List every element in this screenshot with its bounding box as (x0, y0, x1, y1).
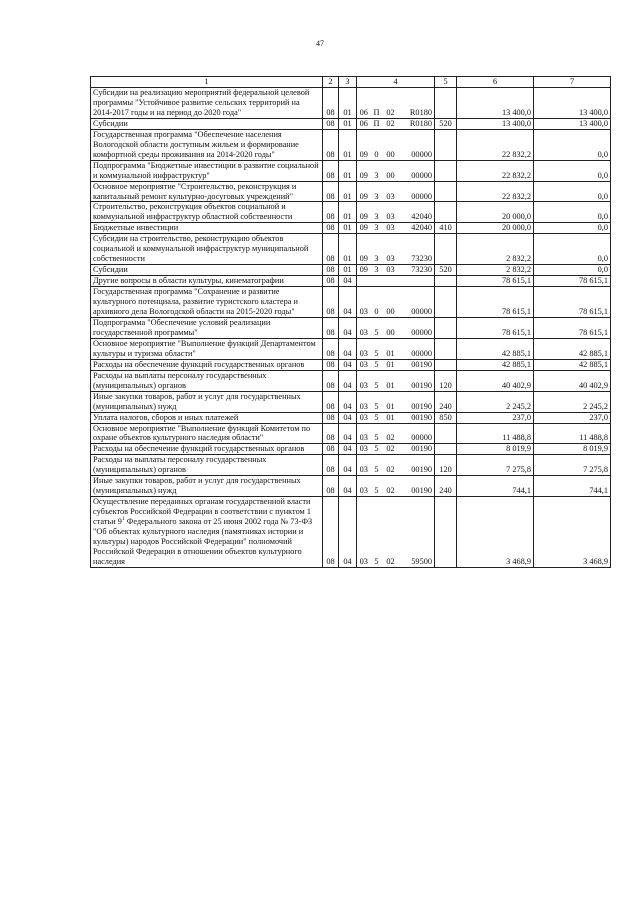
row-subsection: 04 (339, 444, 357, 455)
row-target-program: 09 (357, 202, 371, 223)
row-target-subprogram: 0 (371, 129, 383, 160)
header-col-2: 2 (323, 77, 339, 88)
row-target-program: 09 (357, 223, 371, 234)
row-expense-type: 240 (435, 391, 457, 412)
row-section: 08 (323, 444, 339, 455)
row-expense-type (435, 129, 457, 160)
row-target-program (357, 276, 371, 287)
row-target-subprogram: 3 (371, 234, 383, 265)
row-expense-type (435, 160, 457, 181)
row-expense-type (435, 181, 457, 202)
row-target-event: 03 (383, 181, 399, 202)
row-name: Другие вопросы в области культуры, кинематографии (91, 276, 323, 287)
row-amount-2: 0,0 (534, 234, 611, 265)
row-subsection: 04 (339, 359, 357, 370)
table-row (91, 181, 611, 202)
row-target-program: 03 (357, 423, 371, 444)
row-amount-2: 11 488,8 (534, 423, 611, 444)
row-name: Иные закупки товаров, работ и услуг для государственных (муниципальных) нужд (91, 391, 323, 412)
row-name: Строительство, реконструкция объектов социальной и коммунальной инфраструктур областной собственности (91, 202, 323, 223)
row-target-subprogram: 3 (371, 265, 383, 276)
row-name: Основное мероприятие "Выполнение функций Департаментом культуры и туризма области" (91, 338, 323, 359)
row-expense-type (435, 276, 457, 287)
row-target-subprogram: 5 (371, 317, 383, 338)
row-section: 08 (323, 276, 339, 287)
header-col-1: 1 (91, 77, 323, 88)
row-target-direction: 00190 (399, 444, 435, 455)
row-amount-2: 237,0 (534, 412, 611, 423)
row-expense-type (435, 88, 457, 119)
row-amount-1: 3 468,9 (457, 497, 534, 568)
row-amount-2: 78 615,1 (534, 317, 611, 338)
row-target-subprogram: 3 (371, 202, 383, 223)
row-subsection: 04 (339, 391, 357, 412)
row-target-event: 01 (383, 412, 399, 423)
row-amount-1: 20 000,0 (457, 223, 534, 234)
row-target-event: 00 (383, 317, 399, 338)
row-subsection: 01 (339, 88, 357, 119)
row-section: 08 (323, 265, 339, 276)
row-section: 08 (323, 202, 339, 223)
row-amount-1: 42 885,1 (457, 359, 534, 370)
row-target-direction: 59500 (399, 497, 435, 568)
row-target-event: 03 (383, 223, 399, 234)
row-subsection: 04 (339, 476, 357, 497)
row-name: Субсидии на реализацию мероприятий федеральной целевой программы "Устойчивое развитие сельских территорий на 2014-2017 годы и на период до 2020 года" (91, 88, 323, 119)
row-amount-2: 0,0 (534, 181, 611, 202)
row-name: Субсидии на строительство, реконструкцию объектов социальной и коммунальной инфраструктур муниципальной собственности (91, 234, 323, 265)
table-row (91, 234, 611, 265)
row-subsection: 01 (339, 160, 357, 181)
row-section: 08 (323, 338, 339, 359)
row-amount-2: 40 402,9 (534, 370, 611, 391)
row-target-subprogram: 5 (371, 338, 383, 359)
row-expense-type (435, 287, 457, 318)
row-section: 08 (323, 317, 339, 338)
row-amount-1: 8 019,9 (457, 444, 534, 455)
row-target-program: 09 (357, 129, 371, 160)
row-subsection: 01 (339, 234, 357, 265)
row-name-superscript: 1 (121, 516, 125, 523)
table-row (91, 370, 611, 391)
row-target-program: 03 (357, 287, 371, 318)
row-expense-type (435, 234, 457, 265)
row-amount-1: 20 000,0 (457, 202, 534, 223)
table-row (91, 497, 611, 568)
page-number: 47 (316, 39, 324, 48)
table-row (91, 88, 611, 119)
row-section: 08 (323, 234, 339, 265)
row-amount-2: 78 615,1 (534, 276, 611, 287)
row-section: 08 (323, 118, 339, 129)
row-section: 08 (323, 455, 339, 476)
row-name: Бюджетные инвестиции (91, 223, 323, 234)
row-subsection: 01 (339, 202, 357, 223)
row-name (91, 497, 323, 568)
row-subsection: 01 (339, 265, 357, 276)
row-target-program: 09 (357, 265, 371, 276)
header-col-6: 6 (457, 77, 534, 88)
row-section: 08 (323, 423, 339, 444)
row-amount-1: 13 400,0 (457, 88, 534, 119)
table-row (91, 160, 611, 181)
row-subsection: 01 (339, 181, 357, 202)
row-target-direction: 00190 (399, 391, 435, 412)
row-target-program: 03 (357, 412, 371, 423)
row-target-program: 03 (357, 455, 371, 476)
row-target-program: 03 (357, 444, 371, 455)
row-target-event: 01 (383, 370, 399, 391)
row-target-direction: 00190 (399, 455, 435, 476)
row-target-direction: 42040 (399, 202, 435, 223)
table-row (91, 265, 611, 276)
row-target-program: 09 (357, 234, 371, 265)
table-row (91, 391, 611, 412)
row-section: 08 (323, 391, 339, 412)
table-row (91, 276, 611, 287)
row-section: 08 (323, 129, 339, 160)
row-target-subprogram: 5 (371, 497, 383, 568)
row-amount-1: 2 832,2 (457, 234, 534, 265)
row-amount-2: 7 275,8 (534, 455, 611, 476)
row-section: 08 (323, 412, 339, 423)
row-subsection: 01 (339, 223, 357, 234)
row-target-subprogram: П (371, 88, 383, 119)
row-section: 08 (323, 476, 339, 497)
row-target-event: 02 (383, 497, 399, 568)
row-target-program: 06 (357, 118, 371, 129)
row-target-event: 03 (383, 202, 399, 223)
table-row (91, 223, 611, 234)
row-target-subprogram: 5 (371, 455, 383, 476)
row-target-program: 03 (357, 317, 371, 338)
header-col-3: 3 (339, 77, 357, 88)
row-target-event: 00 (383, 287, 399, 318)
row-subsection: 04 (339, 338, 357, 359)
row-subsection: 04 (339, 455, 357, 476)
row-expense-type (435, 497, 457, 568)
row-amount-2: 13 400,0 (534, 118, 611, 129)
row-name: Расходы на обеспечение функций государственных органов (91, 359, 323, 370)
row-target-subprogram: 5 (371, 370, 383, 391)
header-col-7: 7 (534, 77, 611, 88)
row-target-event: 00 (383, 160, 399, 181)
row-target-direction: 73230 (399, 265, 435, 276)
row-target-program: 03 (357, 370, 371, 391)
row-target-direction: 42040 (399, 223, 435, 234)
row-target-subprogram: 5 (371, 391, 383, 412)
row-target-event: 03 (383, 234, 399, 265)
row-target-event: 00 (383, 129, 399, 160)
row-expense-type (435, 423, 457, 444)
row-target-event (383, 276, 399, 287)
row-subsection: 01 (339, 129, 357, 160)
row-amount-2: 0,0 (534, 223, 611, 234)
row-amount-1: 2 245,2 (457, 391, 534, 412)
table-row (91, 338, 611, 359)
row-target-program: 03 (357, 497, 371, 568)
table-row (91, 412, 611, 423)
row-target-subprogram: 5 (371, 444, 383, 455)
row-subsection: 04 (339, 423, 357, 444)
row-subsection: 04 (339, 287, 357, 318)
row-target-direction (399, 276, 435, 287)
row-expense-type (435, 359, 457, 370)
row-section: 08 (323, 181, 339, 202)
table-row (91, 129, 611, 160)
header-col-5: 5 (435, 77, 457, 88)
row-section: 08 (323, 223, 339, 234)
row-amount-2: 0,0 (534, 129, 611, 160)
row-amount-2: 42 885,1 (534, 338, 611, 359)
table-row (91, 423, 611, 444)
row-target-subprogram: 3 (371, 181, 383, 202)
header-col-4: 4 (357, 77, 435, 88)
row-target-subprogram: 3 (371, 160, 383, 181)
row-name: Уплата налогов, сборов и иных платежей (91, 412, 323, 423)
row-amount-2: 0,0 (534, 202, 611, 223)
row-expense-type: 410 (435, 223, 457, 234)
row-target-subprogram: 5 (371, 359, 383, 370)
row-target-direction: R0180 (399, 88, 435, 119)
row-amount-1: 42 885,1 (457, 338, 534, 359)
table-row (91, 118, 611, 129)
row-subsection: 01 (339, 118, 357, 129)
row-target-direction: 00190 (399, 412, 435, 423)
row-subsection: 04 (339, 276, 357, 287)
row-target-program: 03 (357, 476, 371, 497)
row-target-subprogram: 0 (371, 287, 383, 318)
row-target-program: 03 (357, 338, 371, 359)
row-expense-type: 850 (435, 412, 457, 423)
row-target-direction: R0180 (399, 118, 435, 129)
row-expense-type: 120 (435, 370, 457, 391)
table-row (91, 359, 611, 370)
row-section: 08 (323, 497, 339, 568)
row-expense-type: 520 (435, 265, 457, 276)
row-amount-1: 237,0 (457, 412, 534, 423)
row-amount-1: 7 275,8 (457, 455, 534, 476)
row-target-direction: 00190 (399, 359, 435, 370)
row-subsection: 04 (339, 317, 357, 338)
row-target-subprogram: 3 (371, 223, 383, 234)
row-amount-1: 22 832,2 (457, 129, 534, 160)
row-target-program: 09 (357, 160, 371, 181)
row-target-subprogram: П (371, 118, 383, 129)
row-target-direction: 00000 (399, 338, 435, 359)
table-row (91, 444, 611, 455)
row-target-program: 03 (357, 359, 371, 370)
row-amount-1: 22 832,2 (457, 160, 534, 181)
row-name: Субсидии (91, 118, 323, 129)
row-expense-type: 240 (435, 476, 457, 497)
row-section: 08 (323, 160, 339, 181)
row-target-direction: 00190 (399, 370, 435, 391)
row-target-direction: 00000 (399, 181, 435, 202)
row-target-direction: 00190 (399, 476, 435, 497)
row-expense-type (435, 444, 457, 455)
row-expense-type: 120 (435, 455, 457, 476)
table-header-row (91, 77, 611, 88)
row-amount-1: 2 832,2 (457, 265, 534, 276)
row-amount-2: 8 019,9 (534, 444, 611, 455)
row-target-subprogram: 5 (371, 476, 383, 497)
row-amount-1: 78 615,1 (457, 276, 534, 287)
row-name: Иные закупки товаров, работ и услуг для государственных (муниципальных) нужд (91, 476, 323, 497)
row-target-program: 09 (357, 181, 371, 202)
row-target-direction: 00000 (399, 287, 435, 318)
row-subsection: 04 (339, 497, 357, 568)
row-amount-2: 744,1 (534, 476, 611, 497)
row-name: Расходы на выплаты персоналу государственных (муниципальных) органов (91, 370, 323, 391)
table-row (91, 317, 611, 338)
row-section: 08 (323, 359, 339, 370)
row-target-event: 02 (383, 455, 399, 476)
row-target-direction: 00000 (399, 317, 435, 338)
row-amount-2: 0,0 (534, 265, 611, 276)
row-name: Субсидии (91, 265, 323, 276)
row-target-subprogram: 5 (371, 423, 383, 444)
row-name: Подпрограмма "Обеспечение условий реализации государственной программы" (91, 317, 323, 338)
row-target-subprogram: 5 (371, 412, 383, 423)
row-target-event: 02 (383, 88, 399, 119)
row-amount-1: 22 832,2 (457, 181, 534, 202)
row-target-program: 03 (357, 391, 371, 412)
row-target-event: 02 (383, 423, 399, 444)
row-target-direction: 00000 (399, 129, 435, 160)
row-target-direction: 00000 (399, 423, 435, 444)
row-name: Основное мероприятие "Выполнение функций Комитетом по охране объектов культурного наследия области" (91, 423, 323, 444)
row-amount-1: 78 615,1 (457, 287, 534, 318)
row-section: 08 (323, 370, 339, 391)
row-target-event: 02 (383, 476, 399, 497)
row-expense-type (435, 338, 457, 359)
row-target-event: 01 (383, 391, 399, 412)
row-target-event: 02 (383, 118, 399, 129)
row-section: 08 (323, 287, 339, 318)
row-amount-2: 78 615,1 (534, 287, 611, 318)
row-amount-1: 40 402,9 (457, 370, 534, 391)
row-amount-2: 42 885,1 (534, 359, 611, 370)
row-target-subprogram (371, 276, 383, 287)
row-amount-2: 3 468,9 (534, 497, 611, 568)
row-name: Расходы на выплаты персоналу государственных (муниципальных) органов (91, 455, 323, 476)
row-name-part: Осуществление переданных органам государственной власти субъектов Российской Федерации в соответствии с пунктом 1 статьи 9 (93, 497, 312, 527)
row-subsection: 04 (339, 370, 357, 391)
row-expense-type (435, 202, 457, 223)
row-amount-1: 13 400,0 (457, 118, 534, 129)
row-target-event: 01 (383, 359, 399, 370)
row-target-direction: 00000 (399, 160, 435, 181)
row-expense-type: 520 (435, 118, 457, 129)
row-name-part: Федерального закона от 25 июня 2002 года № 73-ФЗ "Об объектах культурного наследия (памятниках истории и культуры) народов Российской Федерации" полномочий Российской Федерации в отношении объектов культурного наследия (93, 517, 313, 566)
row-subsection: 04 (339, 412, 357, 423)
row-amount-1: 78 615,1 (457, 317, 534, 338)
row-target-event: 01 (383, 338, 399, 359)
row-target-event: 02 (383, 444, 399, 455)
budget-table (90, 76, 611, 568)
row-name: Государственная программа "Обеспечение населения Вологодской области доступным жильем и формирование комфортной среды проживания на 2014-2020 годы" (91, 129, 323, 160)
row-name: Государственная программа "Сохранение и развитие культурного потенциала, развитие туристского кластера и архивного дела Вологодской области на 2015-2020 годы" (91, 287, 323, 318)
row-amount-2: 0,0 (534, 160, 611, 181)
table-row (91, 455, 611, 476)
table-row (91, 287, 611, 318)
row-name: Подпрограмма "Бюджетные инвестиции в развитие социальной и коммунальной инфраструктур" (91, 160, 323, 181)
table-row (91, 202, 611, 223)
row-amount-1: 11 488,8 (457, 423, 534, 444)
table-row (91, 476, 611, 497)
row-amount-1: 744,1 (457, 476, 534, 497)
row-name: Расходы на обеспечение функций государственных органов (91, 444, 323, 455)
row-expense-type (435, 317, 457, 338)
row-target-direction: 73230 (399, 234, 435, 265)
row-amount-2: 13 400,0 (534, 88, 611, 119)
row-target-program: 06 (357, 88, 371, 119)
row-name: Основное мероприятие "Строительство, реконструкция и капитальный ремонт культурно-досуговых учреждений" (91, 181, 323, 202)
row-amount-2: 2 245,2 (534, 391, 611, 412)
row-target-event: 03 (383, 265, 399, 276)
row-section: 08 (323, 88, 339, 119)
